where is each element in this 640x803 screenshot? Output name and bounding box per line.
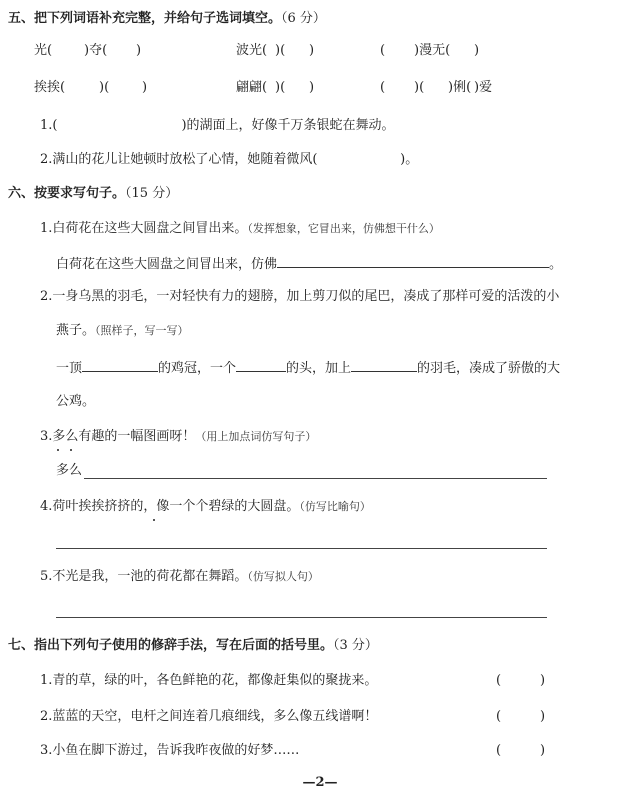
s5-r1-t0: 光( — [34, 43, 53, 58]
s7-q2: 2.蓝蓝的天空，电杆之间连着几痕细线，多么像五线谱啊！ — [40, 709, 378, 724]
s5-r1-t1: )夺( — [84, 43, 108, 58]
s6-q1-end: 。 — [549, 257, 563, 272]
s6-q5-answer-line[interactable] — [56, 617, 547, 618]
s7-q1: 1.青的草，绿的叶，各色鲜艳的花，都像赶集似的聚拢来。 — [40, 673, 378, 688]
s5-r1-t6: ( — [380, 43, 386, 58]
s6-q1 — [40, 220, 440, 238]
s6-q2-d: 的羽毛，凑成了骄傲的大 — [417, 361, 561, 376]
s7-q3-paren-open: ( — [496, 743, 502, 758]
s5-r2-t0: 挨挨( — [34, 80, 66, 95]
s7-q1-paren-close: ) — [540, 673, 546, 688]
s5-r2-t2: ) — [142, 80, 148, 95]
emphasis-dot — [153, 519, 155, 521]
section-7-title — [8, 637, 378, 655]
s6-q5-note: （仿写拟人句） — [247, 570, 319, 583]
s6-q2-line1: 2.一身乌黑的羽毛，一对轻快有力的翅膀，加上剪刀似的尾巴，凑成了那样可爱的活泼的小 — [40, 289, 560, 304]
s6-q3-answer-line[interactable] — [84, 478, 547, 479]
section-5-points: （6 分） — [281, 11, 326, 26]
s6-q1-blank[interactable] — [277, 254, 549, 268]
s6-q2-c: 的头，加上 — [286, 361, 352, 376]
s7-q1-paren-open: ( — [496, 673, 502, 688]
s7-q2-paren-open: ( — [496, 709, 502, 724]
s6-q3-prefix: 多么 — [56, 463, 83, 478]
s6-q4 — [40, 498, 371, 516]
s5-r1-t4: )( — [275, 43, 286, 58]
page-number: —2— — [302, 775, 338, 790]
s5-r2-t1: )( — [99, 80, 110, 95]
s5-r1-t3: 波光( — [236, 43, 268, 58]
s6-q2-line3 — [56, 358, 560, 378]
s5-r2-t8: )俐( — [448, 80, 472, 95]
s7-q2-paren-close: ) — [540, 709, 546, 724]
s5-r2-t4: )( — [275, 80, 286, 95]
s6-q3 — [40, 428, 316, 446]
s6-q4-answer-line[interactable] — [56, 548, 547, 549]
s6-q1-note: （发挥想象，它冒出来，仿佛想干什么） — [247, 222, 440, 235]
s6-q4-note: （仿写比喻句） — [299, 500, 371, 513]
emphasis-dot — [70, 449, 72, 451]
section-5-title-text: 五、把下列词语补充完整，并给句子选词填空。 — [8, 11, 282, 26]
section-6-points: （15 分） — [125, 186, 179, 201]
s5-q1: 1.( )的湖面上，好像千万条银蛇在舞动。 — [40, 118, 395, 133]
emphasis-dot — [57, 449, 59, 451]
s5-r2-t3: 翩翩( — [236, 80, 268, 95]
s5-r1-t8: ) — [474, 43, 480, 58]
s6-q1-answer — [56, 254, 562, 274]
section-6-title-text: 六、按要求写句子。 — [8, 186, 126, 201]
s6-q2-blank1[interactable] — [82, 358, 158, 372]
s6-q1-prefix: 白荷花在这些大圆盘之间冒出来，仿佛 — [56, 257, 278, 272]
s7-q3: 3.小鱼在脚下游过，告诉我昨夜做的好梦…… — [40, 743, 300, 758]
s5-r2-t5: ) — [309, 80, 315, 95]
s6-q2-l2-text: 燕子。 — [56, 323, 96, 338]
s5-r1-t2: ) — [136, 43, 142, 58]
s5-r1-t7: )漫无( — [414, 43, 451, 58]
s6-q1-text: 1.白荷花在这些大圆盘之间冒出来。 — [40, 221, 248, 236]
s5-r2-t6: ( — [380, 80, 386, 95]
section-5-title — [8, 10, 326, 28]
s6-q2-line4: 公鸡。 — [56, 394, 96, 409]
s6-q2-line2 — [56, 322, 189, 340]
s5-r1-t5: ) — [309, 43, 315, 58]
s6-q3-text: 3.多么有趣的一幅图画呀！ — [40, 429, 196, 444]
s6-q2-a: 一顶 — [56, 361, 83, 376]
s6-q5-text: 5.不光是我，一池的荷花都在舞蹈。 — [40, 569, 248, 584]
section-7-title-text: 七、指出下列句子使用的修辞手法，写在后面的括号里。 — [8, 638, 334, 653]
s6-q2-b: 的鸡冠，一个 — [158, 361, 237, 376]
section-7-points: （3 分） — [333, 638, 378, 653]
s5-r2-t7: )( — [414, 80, 425, 95]
s6-q5 — [40, 568, 319, 586]
s6-q3-note: （用上加点词仿写句子） — [195, 430, 317, 443]
s6-q4-text: 4.荷叶挨挨挤挤的，像一个个碧绿的大圆盘。 — [40, 499, 300, 514]
section-6-title — [8, 185, 178, 203]
s6-q2-blank3[interactable] — [351, 358, 417, 372]
s5-q2: 2.满山的花儿让她顿时放松了心情，她随着微风( )。 — [40, 152, 419, 167]
s5-r2-t9: )爱 — [474, 80, 493, 95]
s6-q2-note: （照样子，写一写） — [95, 324, 189, 337]
s7-q3-paren-close: ) — [540, 743, 546, 758]
s6-q2-blank2[interactable] — [236, 358, 286, 372]
